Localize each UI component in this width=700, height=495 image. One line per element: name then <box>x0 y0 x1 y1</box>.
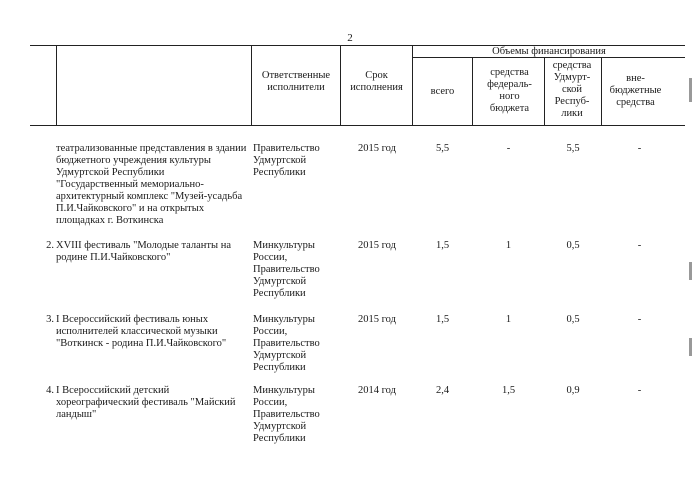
row-3-total: 1,5 <box>435 314 450 325</box>
scan-edge-mark <box>689 78 692 102</box>
scan-edge-mark <box>689 262 692 280</box>
row-1-name: театрализованные представления в здании бюджетного учреждения культуры Удмуртской Республики "Государственный мемориально-архитектурный комплекс "Музей-усадьба П.И.Чайковского" и на открытых площадках г. Воткинска <box>56 143 247 226</box>
row-1-republic: 5,5 <box>566 143 580 154</box>
header-responsible: Ответственные исполнители <box>261 70 331 93</box>
row-1-total: 5,5 <box>435 143 450 154</box>
row-2-extra: - <box>637 240 642 251</box>
row-2-name: XVIII фестиваль "Молодые таланты на родине П.И.Чайковского" <box>56 240 231 263</box>
header-extrabudget: вне-бюджетные средства <box>609 73 662 108</box>
col-divider-num <box>56 45 57 125</box>
row-2-term: 2015 год <box>358 240 396 251</box>
row-3-name: I Всероссийский фестиваль юных исполнителей классической музыки "Воткинск - родина П.И.Чайковского" <box>56 314 227 349</box>
col-divider-total <box>472 57 473 125</box>
row-2-total: 1,5 <box>435 240 450 251</box>
row-1-term: 2015 год <box>358 143 396 154</box>
header-federal: средства федераль-ного бюджета <box>487 67 532 114</box>
header-bottom-border <box>30 125 685 126</box>
row-4-extra: - <box>637 385 642 396</box>
row-4-republic: 0,9 <box>566 385 580 396</box>
row-4-term: 2014 год <box>358 385 396 396</box>
row-2-republic: 0,5 <box>566 240 580 251</box>
row-4-federal: 1,5 <box>501 385 516 396</box>
row-3-term: 2015 год <box>358 314 396 325</box>
row-3-federal: 1 <box>505 314 512 325</box>
row-3-num: 3. <box>46 314 54 325</box>
row-3-extra: - <box>637 314 642 325</box>
scan-edge-mark <box>689 338 692 356</box>
row-4-name: I Всероссийский детский хореографический фестиваль "Майский ландыш" <box>56 385 236 420</box>
col-divider-federal <box>544 57 545 125</box>
row-2-federal: 1 <box>505 240 512 251</box>
row-4-total: 2,4 <box>435 385 450 396</box>
row-1-extra: - <box>637 143 642 154</box>
col-divider-republic <box>601 57 602 125</box>
row-3-responsible: Минкультуры России, Правительство Удмуртской Республики <box>253 314 320 373</box>
header-deadline: Срок исполнения <box>350 70 403 93</box>
row-2-num: 2. <box>46 240 54 251</box>
page-number: 2 <box>347 32 353 44</box>
row-3-republic: 0,5 <box>566 314 580 325</box>
row-4-responsible: Минкультуры России, Правительство Удмуртской Республики <box>253 385 320 444</box>
row-1-federal: - <box>506 143 511 154</box>
row-2-responsible: Минкультуры России, Правительство Удмуртской Республики <box>253 240 320 299</box>
header-republic: средства Удмурт-ской Респуб-лики <box>552 60 592 119</box>
row-4-num: 4. <box>46 385 54 396</box>
header-total: всего <box>430 86 455 97</box>
header-funding: Объемы финансирования <box>492 46 606 57</box>
row-1-responsible: Правительство Удмуртской Республики <box>253 143 320 178</box>
